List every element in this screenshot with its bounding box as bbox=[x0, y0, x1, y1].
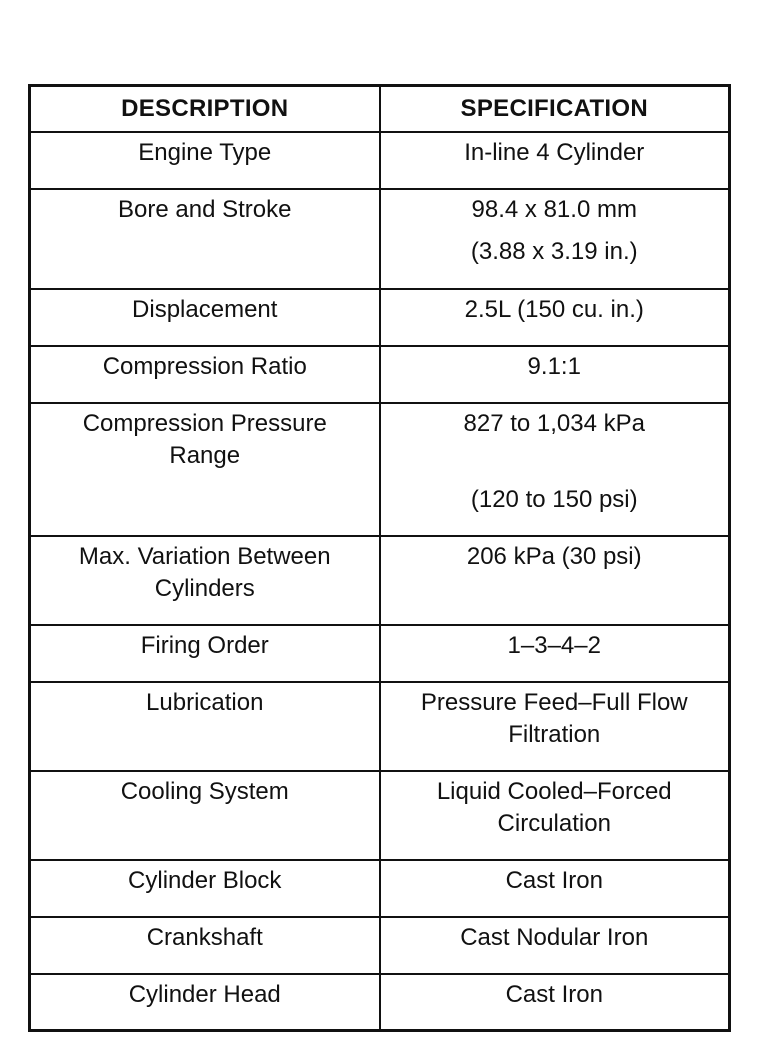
specification-cell bbox=[380, 403, 730, 536]
specification-text: Cast Iron bbox=[505, 866, 603, 894]
table-row bbox=[30, 132, 730, 189]
specification-text: Liquid Cooled–Forced bbox=[436, 777, 672, 805]
specification-text: 1–3–4–2 bbox=[507, 631, 601, 659]
specification-text: Cast Iron bbox=[505, 980, 603, 1008]
specification-cell bbox=[380, 289, 730, 346]
description-text: Cylinder Block bbox=[128, 866, 282, 894]
description-cell bbox=[30, 682, 380, 771]
table-row bbox=[30, 536, 730, 625]
description-cell bbox=[30, 860, 380, 917]
description-text: Cylinder Head bbox=[128, 980, 281, 1008]
description-text: Displacement bbox=[132, 295, 278, 323]
description-text: Cooling System bbox=[120, 777, 289, 805]
description-cell bbox=[30, 917, 380, 974]
description-text: Max. Variation Between bbox=[78, 542, 331, 570]
specification-text: In-line 4 Cylinder bbox=[464, 138, 645, 166]
description-cell bbox=[30, 974, 380, 1031]
specification-text: (120 to 150 psi) bbox=[470, 485, 638, 513]
table-row bbox=[30, 771, 730, 860]
table-row bbox=[30, 682, 730, 771]
table-row bbox=[30, 625, 730, 682]
specification-text: Circulation bbox=[497, 809, 611, 837]
table-row bbox=[30, 189, 730, 289]
specification-text: 827 to 1,034 kPa bbox=[463, 409, 645, 437]
table-row bbox=[30, 917, 730, 974]
table-row bbox=[30, 860, 730, 917]
specification-text: Pressure Feed–Full Flow bbox=[420, 688, 688, 716]
description-cell bbox=[30, 289, 380, 346]
description-cell bbox=[30, 625, 380, 682]
description-text: Compression Ratio bbox=[102, 352, 307, 380]
specification-cell bbox=[380, 682, 730, 771]
description-text: Compression Pressure bbox=[82, 409, 327, 437]
table-header-row bbox=[30, 86, 730, 132]
specification-text: 9.1:1 bbox=[527, 352, 581, 380]
description-cell bbox=[30, 189, 380, 289]
description-text: Engine Type bbox=[138, 138, 272, 166]
specification-text: (3.88 x 3.19 in.) bbox=[470, 237, 638, 265]
description-cell bbox=[30, 132, 380, 189]
description-cell bbox=[30, 346, 380, 403]
specification-cell bbox=[380, 189, 730, 289]
specification-text: 98.4 x 81.0 mm bbox=[471, 195, 637, 223]
specification-text: Filtration bbox=[508, 720, 601, 748]
description-text: Range bbox=[169, 441, 241, 469]
column-header-description: DESCRIPTION bbox=[30, 86, 380, 132]
table-row bbox=[30, 346, 730, 403]
description-text: Firing Order bbox=[140, 631, 269, 659]
description-cell bbox=[30, 403, 380, 536]
description-text: Cylinders bbox=[154, 574, 255, 602]
specification-cell bbox=[380, 974, 730, 1031]
specification-cell bbox=[380, 625, 730, 682]
description-text: Bore and Stroke bbox=[118, 195, 292, 223]
specification-cell bbox=[380, 132, 730, 189]
specification-text: 206 kPa (30 psi) bbox=[466, 542, 642, 570]
description-cell bbox=[30, 771, 380, 860]
column-header-specification: SPECIFICATION bbox=[380, 86, 730, 132]
specification-text: 2.5L (150 cu. in.) bbox=[464, 295, 644, 323]
specification-cell bbox=[380, 536, 730, 625]
description-text: Lubrication bbox=[146, 688, 264, 716]
table-row bbox=[30, 974, 730, 1031]
specification-cell bbox=[380, 917, 730, 974]
description-text: Crankshaft bbox=[146, 923, 263, 951]
description-cell bbox=[30, 536, 380, 625]
specification-cell bbox=[380, 771, 730, 860]
table-row bbox=[30, 403, 730, 536]
specification-cell bbox=[380, 346, 730, 403]
specification-cell bbox=[380, 860, 730, 917]
specification-text: Cast Nodular Iron bbox=[460, 923, 649, 951]
table-row bbox=[30, 289, 730, 346]
engine-specification-table bbox=[28, 84, 731, 1032]
